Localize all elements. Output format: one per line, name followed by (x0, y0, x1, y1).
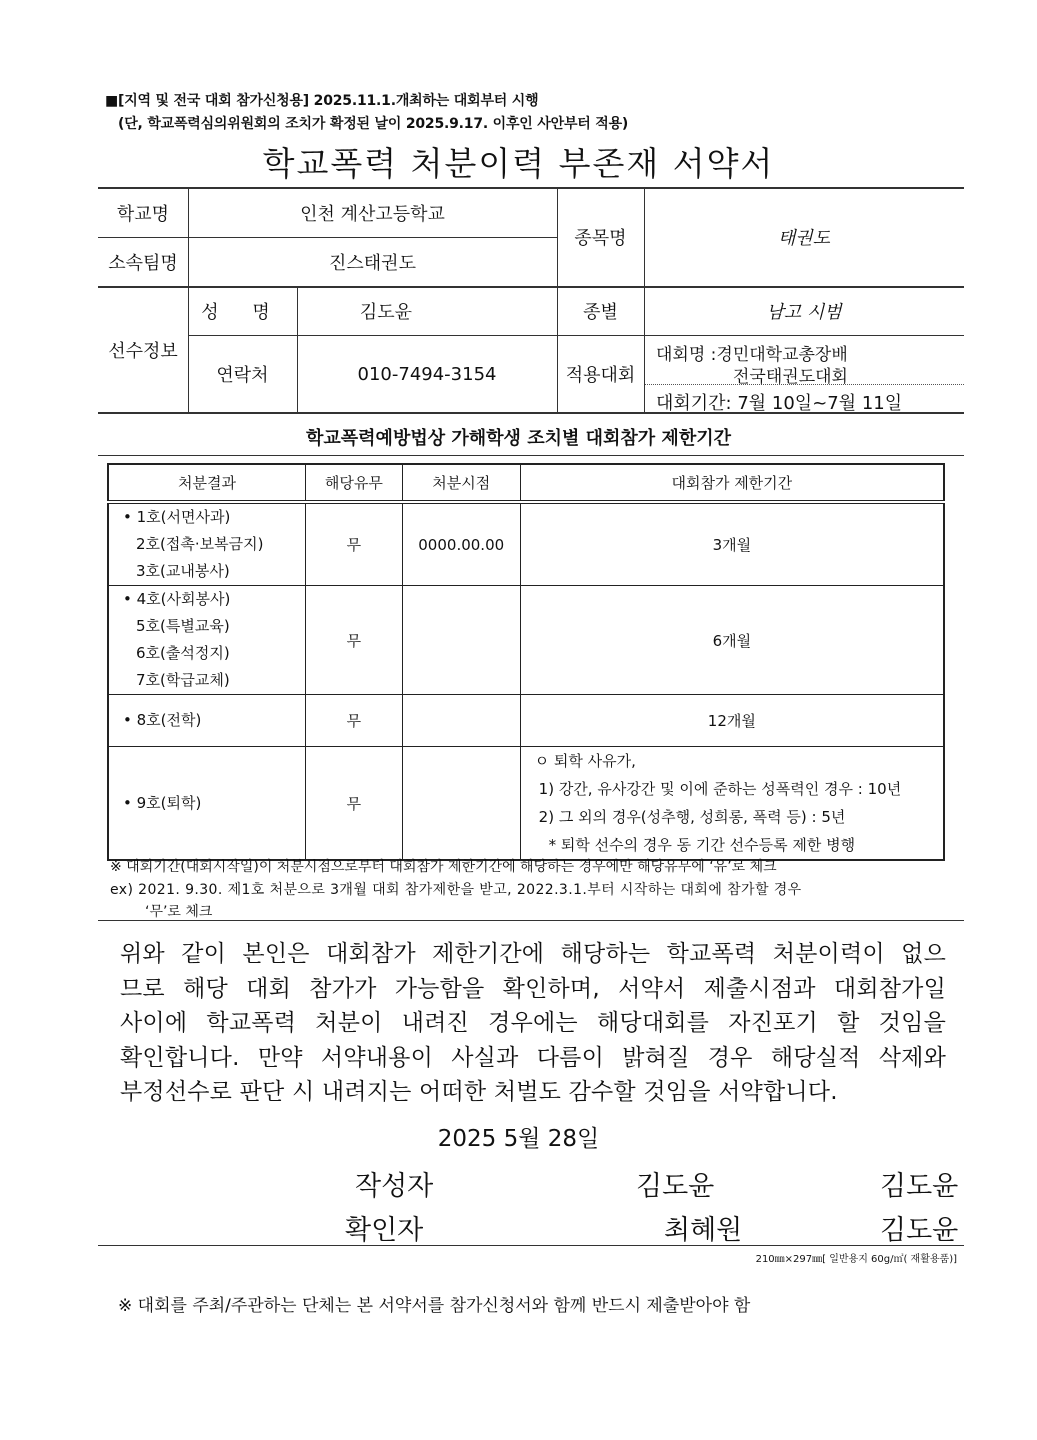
player-info-label: 선수정보 (108, 340, 178, 362)
notice-line-1: ■[지역 및 전국 대회 참가신청용] 2025.11.1.개최하는 대회부터 시행 (105, 93, 539, 109)
table-row (108, 695, 944, 747)
pledge-date: 2025 5월 28일 (437, 1126, 600, 1152)
restriction-period-cell: 6개월 (520, 586, 944, 695)
note-line-3: ‘무’로 체크 (145, 904, 213, 920)
disposition-cell: • 8호(전학) (108, 695, 306, 747)
disposition-cell: • 9호(퇴학) (108, 747, 306, 861)
sport-value: 태권도 (777, 228, 831, 249)
expulsion-reason-cell (520, 747, 944, 861)
disposition-item: 2호(접촉·보복금지) (136, 535, 264, 553)
restriction-period-cell: 12개월 (520, 695, 944, 747)
disposition-date-cell: 0000.00.00 (402, 502, 520, 586)
disposition-cell: • 4호(사회봉사) 5호(특별교육) 6호(출석정지) 7호(학급교체) (108, 586, 306, 695)
category-value: 남고 시범 (766, 302, 842, 323)
sport-label: 종목명 (574, 228, 627, 249)
table-row (108, 747, 944, 861)
applicable-cell: 무 (306, 586, 403, 695)
writer-label: 작성자 (355, 1171, 434, 1202)
school-label: 학교명 (116, 203, 170, 225)
disposition-item: 8호(전학) (136, 711, 202, 729)
applicable-cell: 무 (306, 695, 403, 747)
document-title: 학교폭력 처분이력 부존재 서약서 (262, 144, 775, 183)
pledge-line: 확인합니다. 만약 서약내용이 사실과 다름이 밝혀질 경우 해당실적 삭제와 (120, 1044, 946, 1071)
table-row (108, 586, 944, 695)
paper-spec: 210㎜×297㎜[ 일반용지 60g/㎡( 재활용품)] (755, 1254, 957, 1265)
event-name-line-2: 전국태권도대회 (733, 367, 848, 387)
name-value: 김도윤 (359, 302, 413, 323)
final-note: ※ 대회를 주최/주관하는 단체는 본 서약서를 참가신청서와 함께 반드시 제출받아야 함 (118, 1296, 751, 1316)
pledge-line: 므로 해당 대회 참가가 가능함을 확인하며, 서약서 제출시점과 대회참가일 (120, 975, 946, 1002)
note-line-1: ※ 대회기간(대회시작일)이 처분시점으로부터 대회참가 제한기간에 해당하는 경우에만 해당유무에 ‘유’로 체크 (110, 859, 777, 875)
column-header: 해당유무 (306, 464, 403, 502)
disposition-date-cell (402, 747, 520, 861)
disposition-item: 4호(사회봉사) (136, 590, 231, 608)
expulsion-reason-line: ㅇ 퇴학 사유가, (534, 752, 636, 770)
team-label: 소속팀명 (108, 253, 178, 274)
disposition-date-cell (402, 695, 520, 747)
expulsion-reason-line: * 퇴학 선수의 경우 동 기간 선수등록 제한 병행 (548, 836, 856, 854)
contact-label: 연락처 (216, 365, 269, 386)
writer-name: 김도윤 (636, 1171, 715, 1202)
expulsion-reason-line: 1) 강간, 유사강간 및 이에 준하는 성폭력인 경우 : 10년 (538, 780, 902, 798)
contact-value: 010-7494-3154 (357, 363, 497, 385)
disposition-item: 7호(학급교체) (136, 671, 230, 689)
confirmer-name: 최혜원 (664, 1215, 743, 1246)
pledge-text (120, 937, 946, 1110)
disposition-item: 5호(특별교육) (136, 617, 230, 635)
column-header: 처분결과 (108, 464, 306, 502)
event-label: 적용대회 (565, 365, 636, 386)
column-header: 처분시점 (402, 464, 520, 502)
pledge-line: 부정선수로 판단 시 내려지는 어떠한 처벌도 감수할 것임을 서약합니다. (120, 1079, 838, 1105)
disposition-item: 6호(출석정지) (136, 644, 230, 662)
disposition-date-cell (402, 586, 520, 695)
disposition-item: 1호(서면사과) (136, 508, 231, 526)
column-header: 대회참가 제한기간 (520, 464, 944, 502)
restriction-period-cell: 3개월 (520, 502, 944, 586)
restriction-table (107, 463, 945, 861)
pledge-line: 사이에 학교폭력 처분이 내려진 경우에는 해당대회를 자진포기 할 것임을 (120, 1010, 946, 1036)
disposition-item: 9호(퇴학) (136, 793, 202, 812)
event-name-line-1: 대회명 :경민대학교총장배 (656, 345, 848, 365)
name-label: 성 명 (201, 302, 284, 323)
school-value: 인천 계산고등학교 (300, 203, 445, 225)
expulsion-reason-line: 2) 그 외의 경우(성추행, 성희롱, 폭력 등) : 5년 (538, 808, 846, 826)
confirmer-signature: 김도윤 (880, 1215, 959, 1246)
table-header-row (108, 464, 944, 502)
disposition-cell: • 1호(서면사과) 2호(접촉·보복금지) 3호(교내봉사) (108, 502, 306, 586)
team-value: 진스태권도 (329, 253, 416, 274)
writer-signature: 김도윤 (880, 1171, 959, 1202)
pledge-line: 위와 같이 본인은 대회참가 제한기간에 해당하는 학교폭력 처분이력이 없으 (120, 941, 946, 967)
confirmer-label: 확인자 (345, 1215, 424, 1246)
note-line-2: ex) 2021. 9.30. 제1호 처분으로 3개월 대회 참가제한을 받고, 2022.3.1.부터 시작하는 대회에 참가할 경우 (110, 882, 802, 898)
notice-line-2: (단, 학교폭력심의위원회의 조치가 확정된 날이 2025.9.17. 이후인 사안부터 적용) (118, 116, 629, 132)
event-period: 대회기간: 7월 10일~7월 11일 (656, 393, 903, 414)
disposition-item: 3호(교내봉사) (136, 562, 230, 580)
category-label: 종별 (583, 302, 618, 323)
restriction-heading: 학교폭력예방법상 가해학생 조치별 대회참가 제한기간 (306, 428, 731, 449)
applicable-cell: 무 (306, 747, 403, 861)
applicable-cell: 무 (306, 502, 403, 586)
table-row (108, 502, 944, 586)
